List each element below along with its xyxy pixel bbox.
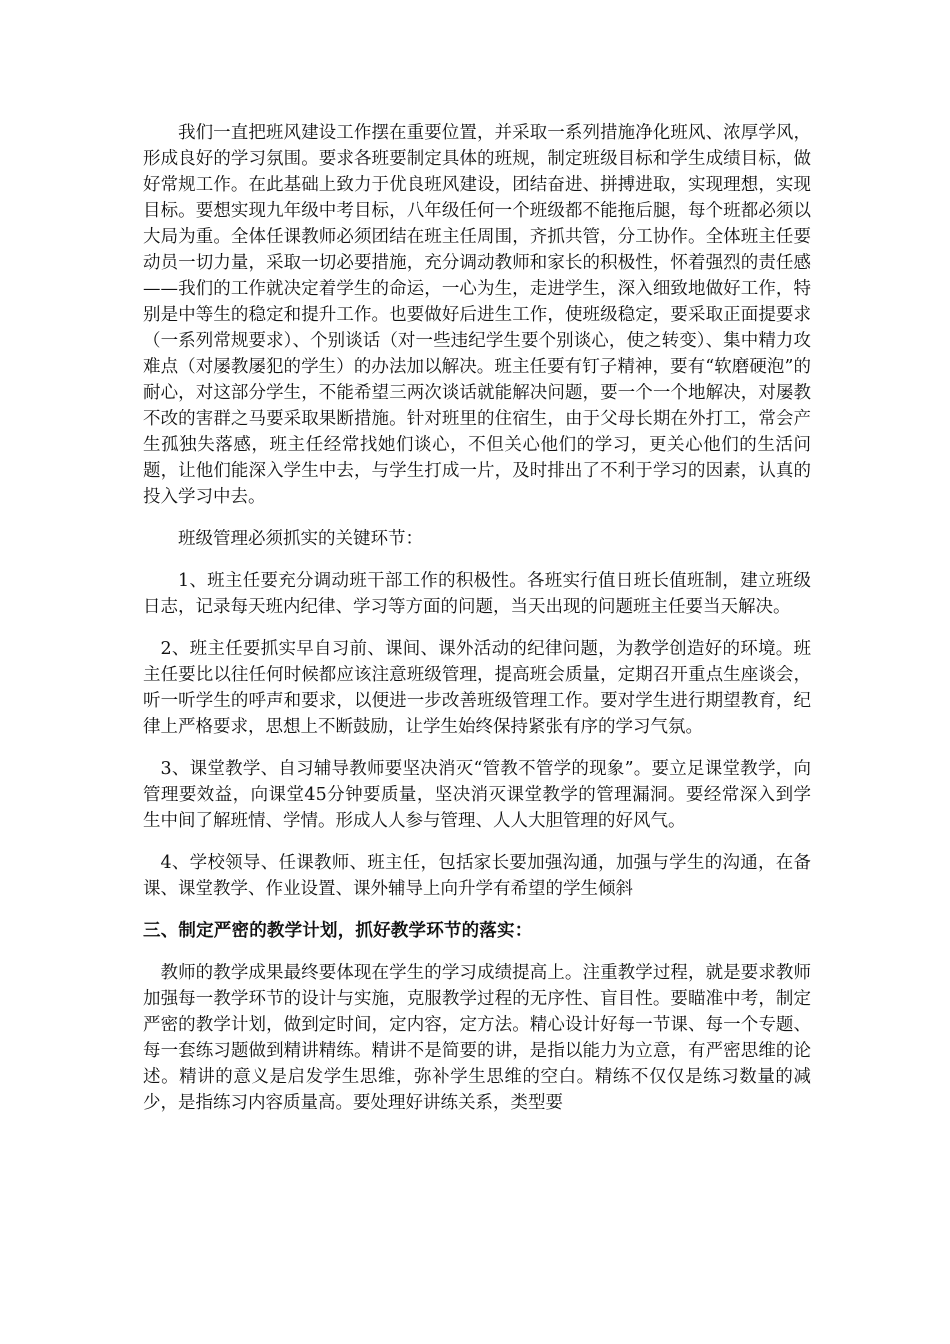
section-heading: 三、制定严密的教学计划，抓好教学环节的落实： bbox=[143, 921, 533, 941]
list-item-1: 1、班主任要充分调动班干部工作的积极性。各班实行值日班长值班制，建立班级日志，记录每天班内纪律、学习等方面的问题，当天出现的问题班主任要当天解决。 bbox=[143, 571, 811, 617]
list-item-2: 2、班主任要抓实早自习前、课间、课外活动的纪律问题，为教学创造好的环境。班主任要比以往任何时候都应该注意班级管理，提高班会质量，定期召开重点生座谈会，听一听学生的呼声和要求，以便进一步改善班级管理工作。要对学生进行期望教育，纪律上严格要求，思想上不断鼓励，让学生始终保持紧张有序的学习气氛。 bbox=[143, 639, 811, 737]
paragraph-teaching-plan: 教师的教学成果最终要体现在学生的学习成绩提高上。注重教学过程，就是要求教师加强每一教学环节的设计与实施，克服教学过程的无序性、盲目性。要瞄准中考，制定严密的教学计划，做到定时间，定内容，定方法。精心设计好每一节课、每一个专题、每一套练习题做到精讲精练。精讲不是简要的讲，是指以能力为立意，有严密思维的论述。精讲的意义是启发学生思维，弥补学生思维的空白。精练不仅仅是练习数量的减少，是指练习内容质量高。要处理好讲练关系，类型要 bbox=[143, 963, 811, 1113]
paragraph-class-style: 我们一直把班风建设工作摆在重要位置，并采取一系列措施净化班风、浓厚学风，形成良好的学习氛围。要求各班要制定具体的班规，制定班级目标和学生成绩目标，做好常规工作。在此基础上致力于优良班风建设，团结奋进、拼搏进取，实现理想，实现目标。要想实现九年级中考目标，八年级任何一个班级都不能拖后腿，每个班都必须以大局为重。全体任课教师必须团结在班主任周围，齐抓共管，分工协作。全体班主任要动员一切力量，采取一切必要措施，充分调动教师和家长的积极性，怀着强烈的责任感——我们的工作就决定着学生的命运，一心为生，走进学生，深入细致地做好工作，特别是中等生的稳定和提升工作。也要做好后进生工作，使班级稳定，要采取正面提要求（一系列常规要求）、个别谈话（对一些违纪学生要个别谈心，使之转变）、集中精力攻难点（对屡教屡犯的学生）的办法加以解决。班主任要有钉子精神，要有“软磨硬泡”的耐心，对这部分学生，不能希望三两次谈话就能解决问题，要一个一个地解决，对屡教不改的害群之马要采取果断措施。针对班里的住宿生，由于父母长期在外打工，常会产生孤独失落感，班主任经常找她们谈心，不但关心他们的学习，更关心他们的生活问题，让他们能深入学生中去，与学生打成一片，及时排出了不利于学习的因素，认真的投入学习中去。 bbox=[143, 123, 811, 507]
document-page bbox=[143, 120, 811, 1132]
list-item-4: 4、学校领导、任课教师、班主任，包括家长要加强沟通，加强与学生的沟通，在备课、课堂教学、作业设置、课外辅导上向升学有希望的学生倾斜 bbox=[143, 853, 811, 899]
paragraph-key-links: 班级管理必须抓实的关键环节： bbox=[178, 529, 423, 549]
list-item-3: 3、课堂教学、自习辅导教师要坚决消灭“管教不管学的现象”。要立足课堂教学，向管理要效益，向课堂45分钟要质量，坚决消灭课堂教学的管理漏洞。要经常深入到学生中间了解班情、学情。形成人人参与管理、人人大胆管理的好风气。 bbox=[143, 759, 811, 831]
